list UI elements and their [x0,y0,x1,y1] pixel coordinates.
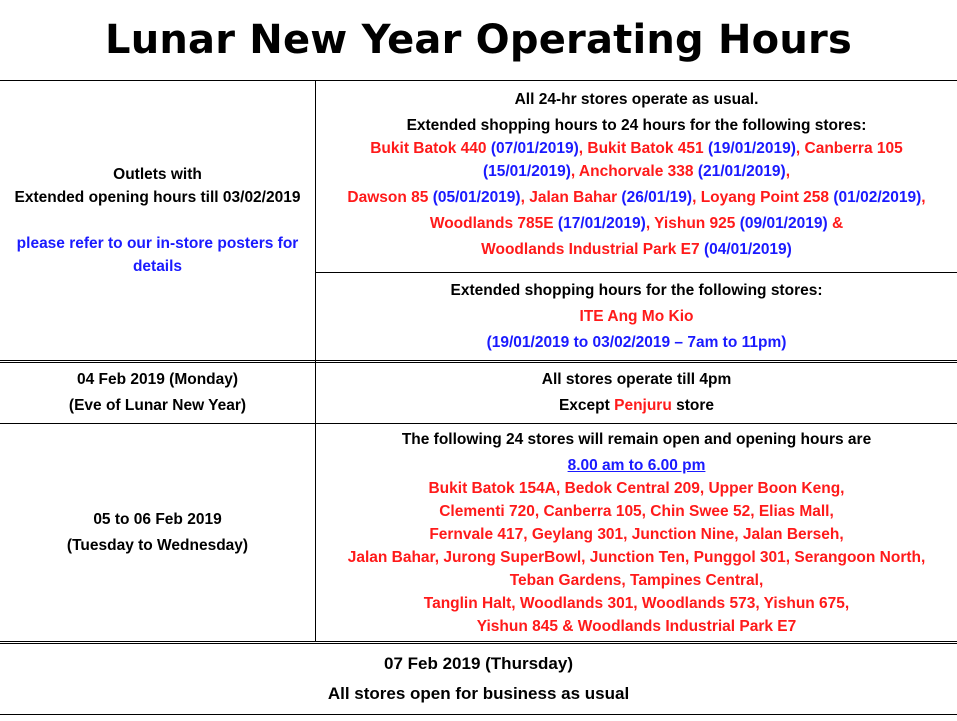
eve-label-text: (Eve of Lunar New Year) [68,397,247,414]
store-list-line: Dawson 85 (05/01/2019), Jalan Bahar (26/01/19), Loyang Point 258 (01/02/2019), [347,189,926,206]
extended-hours-heading: Extended shopping hours for the following stores: [450,282,823,299]
store-name: Dawson 85 [347,189,429,206]
eve-hours-cell [316,362,957,423]
page-title-bar [0,0,957,81]
store-list-line: Fernvale 417, Geylang 301, Junction Nine, Jalan Berseh, [429,525,844,543]
store-name: Jalan Bahar [529,189,618,206]
eve-date-text: 04 Feb 2019 (Monday) [76,371,239,388]
post-cny-cell [0,644,957,714]
post-cny-status-text: All stores open for business as usual [327,684,630,703]
store-date: (26/01/19) [621,189,693,206]
store-date: (09/01/2019) [739,215,828,232]
store-name: Woodlands Industrial Park E7 [481,241,700,258]
cny-days-date-text: 05 to 06 Feb 2019 [93,511,222,528]
ite-store-name: ITE Ang Mo Kio [579,308,694,325]
store-name: Canberra 105 [804,140,903,157]
eve-exception-line: Except Penjuru store [558,397,715,414]
store-list-line: Tanglin Halt, Woodlands 301, Woodlands 573, Yishun 675, [423,594,850,612]
store-date: (07/01/2019) [490,140,579,157]
store-list-line: (15/01/2019), Anchorvale 338 (21/01/2019), [482,163,791,180]
penjuru-store-name: Penjuru [614,397,672,414]
store-date: (04/01/2019) [703,241,792,258]
store-list-line: Clementi 720, Canberra 105, Chin Swee 52, Elias Mall, [439,502,834,520]
store-list-line: Yishun 845 & Woodlands Industrial Park E7 [476,617,797,635]
ite-extended-hours-cell [316,273,957,360]
store-name: Yishun 925 [654,215,736,232]
store-name: Loyang Point 258 [700,189,830,206]
store-list-line: Teban Gardens, Tampines Central, [509,571,764,589]
store-name: Woodlands 785E [429,215,554,232]
store-name: Bukit Batok 451 [587,140,704,157]
store-list-line: Bukit Batok 440 (07/01/2019), Bukit Batok 451 (19/01/2019), Canberra 105 [370,140,903,157]
extended-till-text: Extended opening hours till 03/02/2019 [14,189,301,206]
cny-days-stores-cell [316,424,957,641]
store-date: (15/01/2019) [482,163,571,180]
post-cny-date-text: 07 Feb 2019 (Thursday) [384,654,573,673]
store-list-line [481,238,792,261]
page-title: Lunar New Year Operating Hours [105,17,852,63]
store-date: (17/01/2019) [557,215,646,232]
extended-24h-stores-cell [316,88,957,272]
store-date: (01/02/2019) [833,189,922,206]
store-name: Anchorvale 338 [578,163,694,180]
in-store-posters-note: please refer to our in-store posters for details [16,235,299,275]
outlets-with-text: Outlets with [113,166,202,183]
extended-24h-heading: Extended shopping hours to 24 hours for the following stores: [406,117,867,134]
store-date: (19/01/2019) [707,140,796,157]
store-date: (21/01/2019) [697,163,786,180]
eve-date-cell [0,362,315,423]
eve-hours-text: All stores operate till 4pm [541,371,732,388]
ite-period: (19/01/2019 to 03/02/2019 – 7am to 11pm) [486,334,787,351]
bottom-border [0,714,957,715]
cny-days-heading: The following 24 stores will remain open and opening hours are [401,430,872,448]
cny-days-label-text: (Tuesday to Wednesday) [66,537,249,554]
extended-outlets-label-cell [0,81,315,360]
store-name: Bukit Batok 440 [370,140,487,157]
store-list-line: Woodlands 785E (17/01/2019), Yishun 925 (09/01/2019) & [429,215,844,232]
store-list-line: Jalan Bahar, Jurong SuperBowl, Junction Ten, Punggol 301, Serangoon North, [347,548,926,566]
cny-days-hours: 8.00 am to 6.00 pm [567,456,706,474]
cny-days-date-cell [0,424,315,641]
all-24hr-operate-text: All 24-hr stores operate as usual. [514,91,759,108]
store-list-line: Bukit Batok 154A, Bedok Central 209, Upper Boon Keng, [428,479,845,497]
store-date: (05/01/2019) [432,189,521,206]
